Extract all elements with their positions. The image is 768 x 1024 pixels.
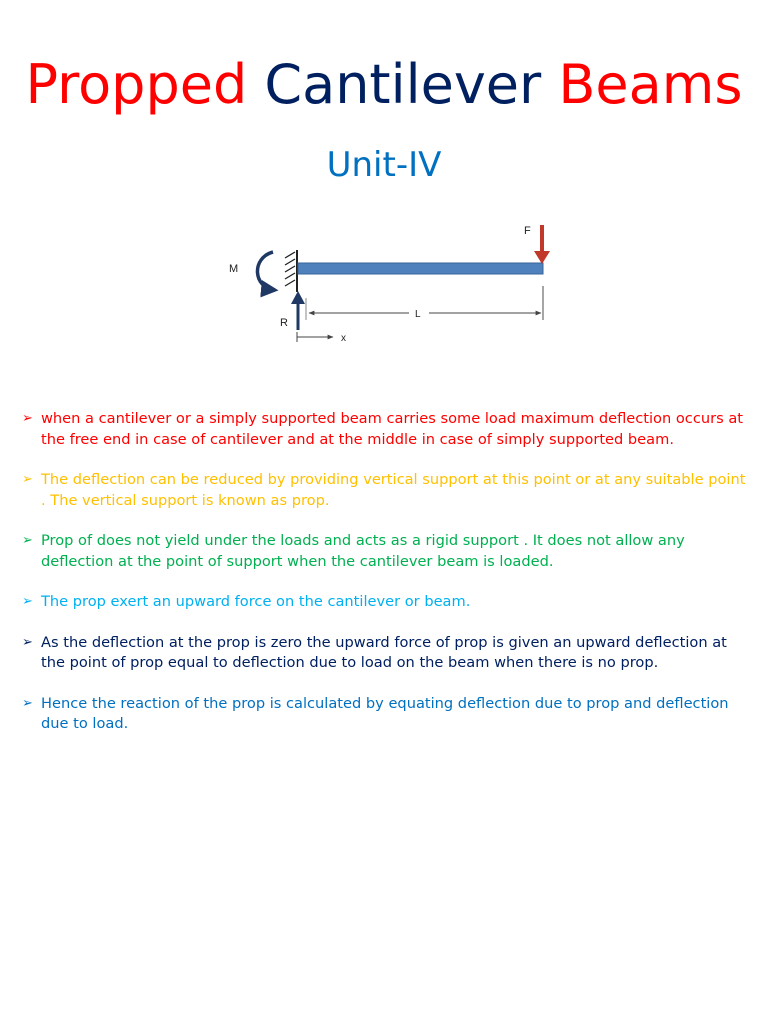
page-title [0,50,768,120]
arrow-bullet-icon: ➢ [22,472,33,487]
bullet-text: The prop exert an upward force on the cantilever or beam. [41,593,471,610]
bullet-item [22,409,748,450]
bullet-text: Prop of does not yield under the loads and acts as a rigid support . It does not allow any deflection at the point of support when the cantilever beam is loaded. [41,532,685,570]
page-subtitle: Unit-IV [326,145,442,185]
reaction-label: R [280,317,288,329]
x-axis-arrow [297,332,333,342]
title-word-beams: Beams [558,53,743,116]
bullet-list [22,409,748,755]
arrow-bullet-icon: ➢ [22,634,33,650]
bullet-text: The deflection can be reduced by providing vertical support at this point or at any suitable point . The vertical support is known as prop. [41,471,746,509]
bullet-item [22,633,748,674]
title-word-propped: Propped [25,53,248,116]
bullet-item [22,470,748,511]
arrow-bullet-icon: ➢ [22,533,33,548]
title-word-cantilever: Cantilever [264,53,542,116]
fixed-support [285,250,297,292]
beam-diagram [229,220,569,346]
moment-label: M [229,263,239,275]
arrow-bullet-icon: ➢ [22,594,33,609]
bullet-text: As the deflection at the prop is zero the upward force of prop is given an upward deflection at the point of prop equal to deflection due to load on the beam when there is no prop. [41,633,727,671]
bullet-text: Hence the reaction of the prop is calculated by equating deflection due to prop and deflection due to load. [41,694,729,732]
moment-arrow [257,252,275,290]
x-axis-label: x [341,333,346,344]
bullet-item [22,592,748,613]
length-label: L [415,309,421,320]
length-dimension [306,286,543,320]
bullet-item [22,694,748,735]
force-label: F [524,225,531,237]
arrow-bullet-icon: ➢ [22,695,33,711]
arrow-bullet-icon: ➢ [22,411,33,426]
beam [298,263,543,274]
bullet-item [22,531,748,572]
bullet-text: when a cantilever or a simply supported beam carries some load maximum deflection occurs at the free end in case of cantilever and at the middle in case of simply supported beam. [41,410,743,448]
force-arrow [534,225,550,264]
reaction-arrow [291,291,305,330]
